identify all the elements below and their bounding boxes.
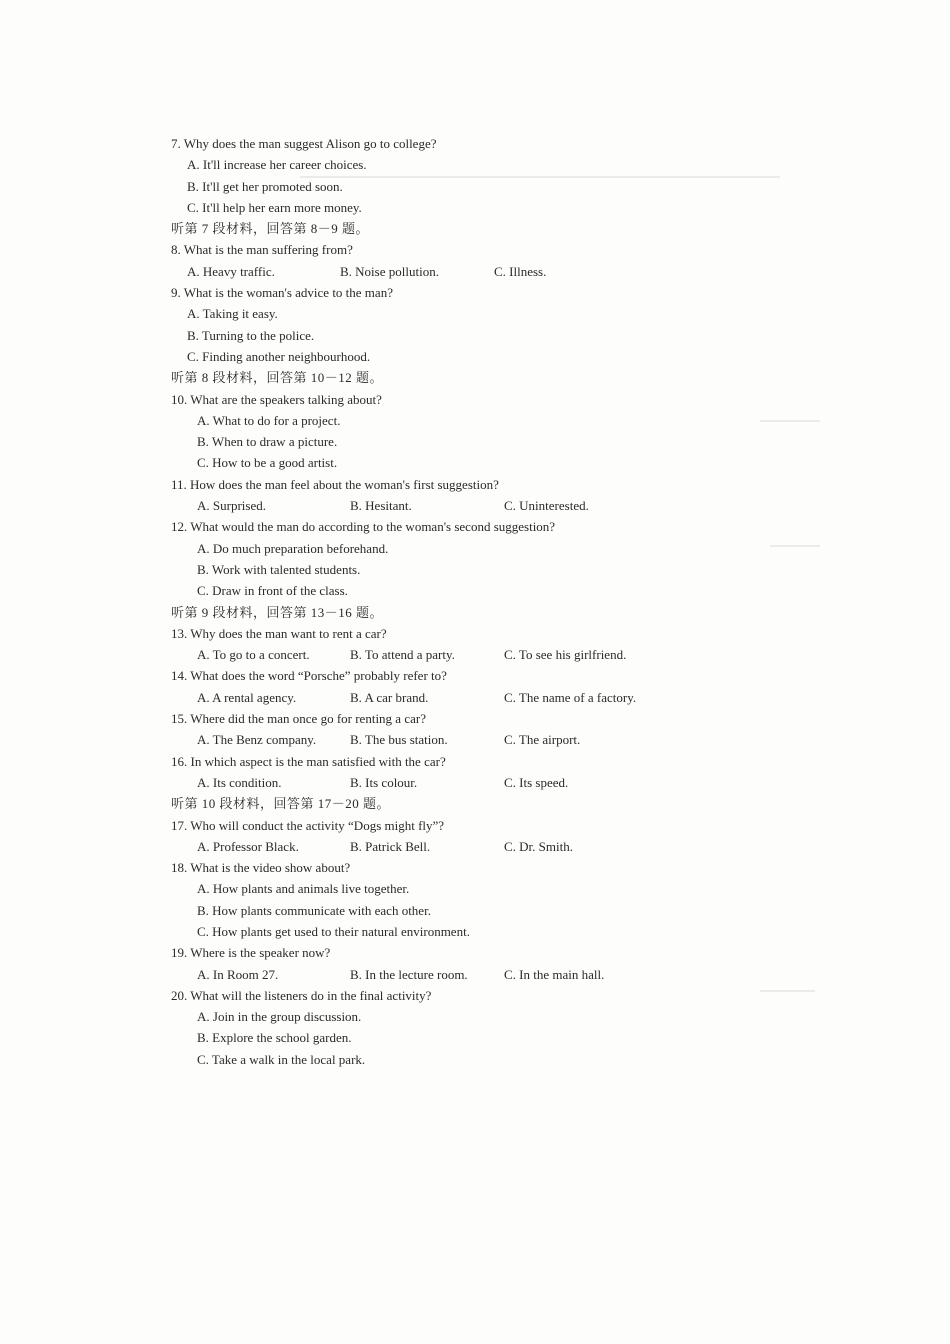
option-row — [171, 261, 771, 282]
option-a: A. The Benz company. — [197, 732, 317, 748]
question-stem: 11. How does the man feel about the woman's first suggestion? — [171, 476, 499, 492]
question-stem: 7. Why does the man suggest Alison go to college? — [171, 136, 437, 151]
option-c: C. The airport. — [504, 732, 581, 748]
question-stem: 15. Where did the man once go for renting a car? — [171, 711, 426, 727]
question-stem: 9. What is the woman's advice to the man? — [171, 285, 393, 301]
question-stem: 20. What will the listeners do in the final activity? — [171, 987, 432, 1003]
option-b: B. To attend a party. — [350, 647, 455, 663]
question-stem: 13. Why does the man want to rent a car? — [171, 625, 387, 641]
option: B. It'll get her promoted soon. — [187, 178, 343, 194]
option-row — [171, 772, 771, 793]
option-row — [171, 687, 771, 708]
option: C. How plants get used to their natural environment. — [197, 923, 470, 939]
section-instruction: 听第 10 段材料，回答第 17－20 题。 — [171, 796, 391, 812]
option-c: C. To see his girlfriend. — [504, 647, 627, 663]
option-c: C. The name of a factory. — [504, 689, 637, 705]
option: C. Draw in front of the class. — [197, 583, 348, 599]
option: A. It'll increase her career choices. — [187, 157, 367, 173]
option-row — [171, 495, 771, 516]
option: B. When to draw a picture. — [197, 434, 338, 450]
option-a: A. Its condition. — [197, 774, 282, 790]
option: A. How plants and animals live together. — [197, 881, 410, 897]
question-list — [171, 133, 771, 1070]
option-b: B. Its colour. — [350, 774, 418, 790]
option-a: A. To go to a concert. — [197, 647, 310, 663]
option-c: C. Its speed. — [504, 774, 569, 790]
question-stem: 8. What is the man suffering from? — [171, 242, 353, 258]
option: A. Taking it easy. — [187, 306, 278, 322]
option: C. Finding another neighbourhood. — [187, 348, 371, 364]
option-a: A. Heavy traffic. — [187, 263, 275, 279]
option-a: A. Surprised. — [197, 498, 266, 514]
question-stem: 19. Where is the speaker now? — [171, 945, 331, 961]
option: B. Explore the school garden. — [197, 1030, 352, 1046]
option-a: A. Professor Black. — [197, 838, 299, 854]
section-instruction: 听第 9 段材料，回答第 13－16 题。 — [171, 604, 384, 620]
option-b: B. Patrick Bell. — [350, 838, 431, 854]
option-c: C. In the main hall. — [504, 966, 605, 982]
option: A. Do much preparation beforehand. — [197, 540, 389, 556]
option-row — [171, 964, 771, 985]
section-instruction: 听第 7 段材料，回答第 8－9 题。 — [171, 221, 370, 237]
option: A. What to do for a project. — [197, 412, 341, 428]
option-a: A. A rental agency. — [197, 689, 297, 705]
question-stem: 18. What is the video show about? — [171, 860, 351, 876]
option: C. Take a walk in the local park. — [197, 1051, 366, 1067]
option: C. How to be a good artist. — [197, 455, 338, 471]
option: A. Join in the group discussion. — [197, 1009, 362, 1025]
option: C. It'll help her earn more money. — [187, 199, 362, 215]
option-b: B. A car brand. — [350, 689, 429, 705]
question-stem: 10. What are the speakers talking about? — [171, 391, 382, 407]
option-row — [171, 836, 771, 857]
option-row — [171, 729, 771, 750]
option: B. Turning to the police. — [187, 327, 315, 343]
question-stem: 12. What would the man do according to the woman's second suggestion? — [171, 519, 556, 535]
show-through-mark — [770, 545, 820, 547]
option: B. Work with talented students. — [197, 561, 361, 577]
option-b: B. The bus station. — [350, 732, 448, 748]
option-row — [171, 644, 771, 665]
option-b: B. Hesitant. — [350, 498, 412, 514]
option-c: C. Uninterested. — [504, 498, 589, 514]
option: B. How plants communicate with each other. — [197, 902, 431, 918]
section-instruction: 听第 8 段材料，回答第 10－12 题。 — [171, 370, 384, 386]
question-stem: 16. In which aspect is the man satisfied with the car? — [171, 753, 446, 769]
question-stem: 17. Who will conduct the activity “Dogs might fly”? — [171, 817, 445, 833]
option-a: A. In Room 27. — [197, 966, 279, 982]
option-c: C. Dr. Smith. — [504, 838, 573, 854]
option-b: B. In the lecture room. — [350, 966, 468, 982]
option-c: C. Illness. — [494, 263, 547, 279]
option-b: B. Noise pollution. — [340, 263, 439, 279]
question-stem: 14. What does the word “Porsche” probably refer to? — [171, 668, 447, 684]
